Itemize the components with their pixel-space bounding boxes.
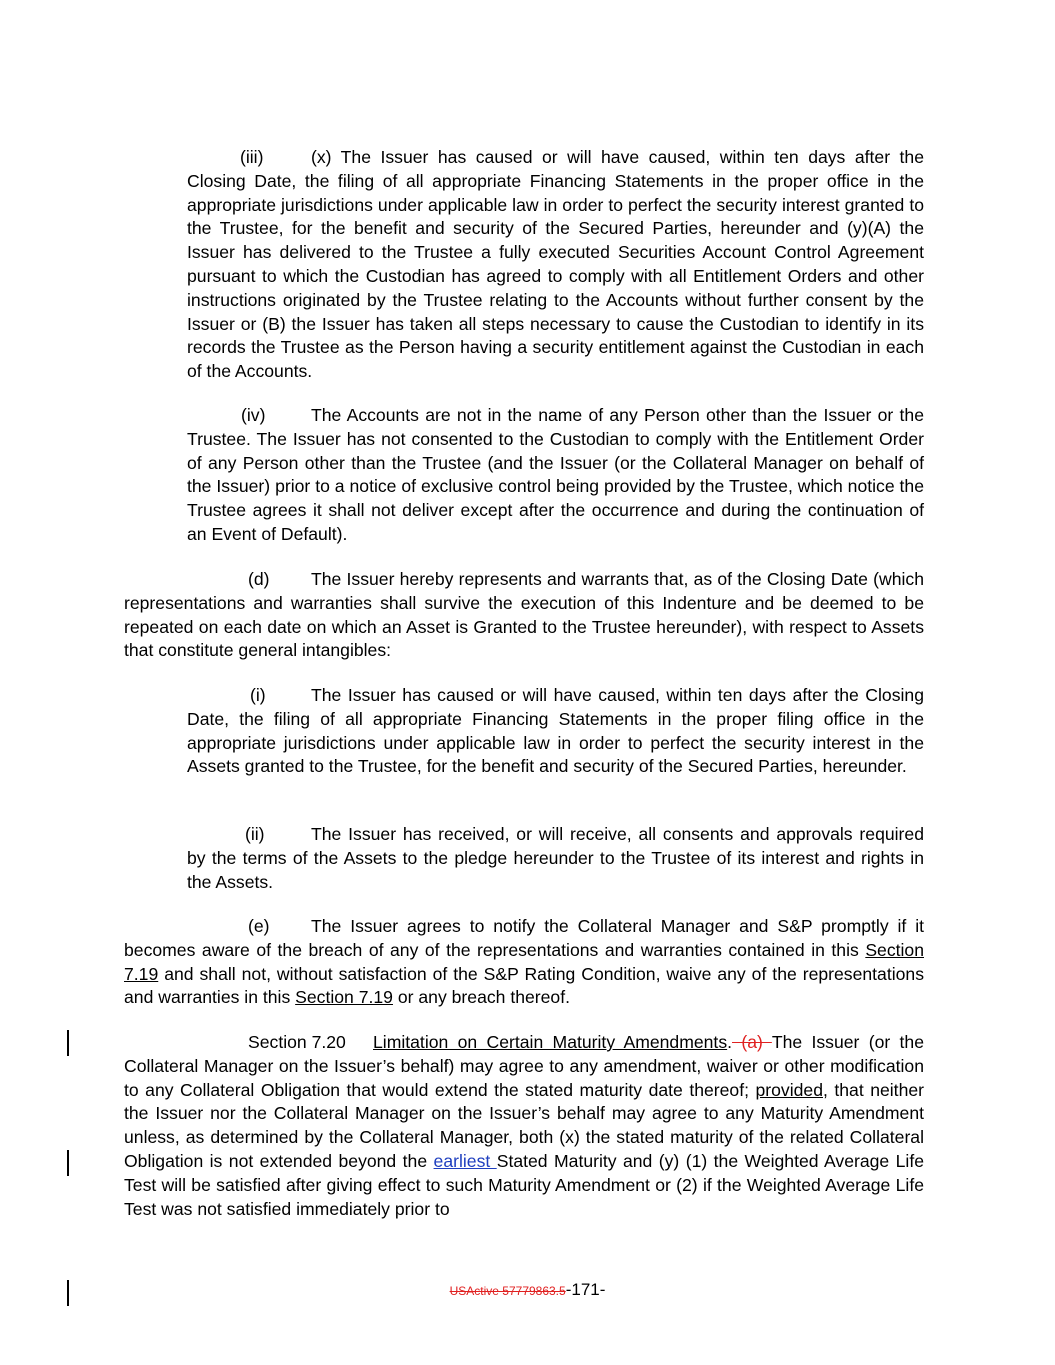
paragraph-label: (iii) — [240, 147, 264, 167]
page-footer — [0, 1280, 1055, 1300]
paragraph-c-iii — [187, 146, 924, 384]
paragraph-text: and shall not, without satisfaction of the S&P Rating Condition, waive any of the representations and warranties in this — [124, 963, 924, 1008]
paragraph-text: The Accounts are not in the name of any Person other than the Issuer or the Trustee. The Issuer has not consented to the Custodian to comply with the Entitlement Order of any Person other than the Trustee (and the Issuer (or the Collateral Manager on behalf of the Issuer) prior to a notice of exclusive control being provided by the Trustee, which notice the Trustee agrees it shall not deliver except after the occurrence and during the continuation of an Event of Default). — [187, 405, 924, 544]
paragraph-text: Stated Maturity and (y) (1) the Weighted Average Life Test will be satisfied after giving effect to such Maturity Amendment or (2) if the Weighted Average Life Test was not satisfied immediately prior to — [124, 1150, 925, 1219]
paragraph-label: (ii) — [245, 824, 265, 844]
paragraph-text: The Issuer has received, or will receive, all consents and approvals required by the terms of the Assets to the pledge hereunder to the Trustee of its interest and rights in the Assets. — [187, 824, 924, 892]
section-heading: Limitation on Certain Maturity Amendments — [373, 1032, 728, 1052]
paragraph-label: (iv) — [241, 405, 266, 425]
change-bar — [67, 1030, 69, 1056]
paragraph-d-ii — [187, 823, 924, 894]
paragraph-text: (x) The Issuer has caused or will have caused, within ten days after the Closing Date, the filing of all appropriate Financing Statements in the proper office in the appropriate jurisdictions under applicable law in order to perfect the security interest granted to the Trustee, for the benefit and security of the Secured Parties, hereunder and (y)(A) the Issuer has delivered to the Trustee a fully executed Securities Account Control Agreement pursuant to which the Custodian has agreed to comply with all Entitlement Orders and other instructions originated by the Trustee relating to the Accounts without further consent by the Issuer or (B) the Issuer has taken all steps necessary to cause the Custodian to identify in its records the Trustee as the Person having a security entitlement against the Custodian in each of the Accounts. — [187, 147, 924, 382]
section-number: Section 7.20 — [248, 1032, 346, 1052]
inserted-text: earliest — [433, 1150, 497, 1171]
paragraph-text: The Issuer has caused or will have caused, within ten days after the Closing Date, the filing of all appropriate Financing Statements in the proper filing office in the appropriate jurisdictions under applicable law in order to perfect the security interest in the Assets granted to the Trustee, for the benefit and security of the Secured Parties, hereunder. — [187, 685, 924, 777]
paragraph-label: (d) — [248, 569, 270, 589]
paragraph-label: (e) — [248, 916, 270, 936]
section-7-20 — [124, 1031, 924, 1221]
heading-period: . — [727, 1032, 733, 1052]
paragraph-text: The Issuer (or the Collateral Manager on the Issuer’s behalf) may agree to any amendment, waiver or other modification to any Collateral Obligation that would extend the stated maturity date thereof; — [124, 1032, 924, 1100]
page-number: -171- — [565, 1280, 606, 1299]
paragraph-text: or any breach thereof. — [392, 987, 570, 1008]
document-id: USActive 57779863.5 — [449, 1284, 566, 1298]
provided-term: provided — [755, 1079, 823, 1100]
paragraph-label: (i) — [250, 685, 266, 705]
paragraph-d-i — [187, 684, 924, 779]
paragraph-e — [124, 915, 924, 1010]
deleted-text: (a) — [732, 1032, 772, 1052]
paragraph-c-iv — [187, 404, 924, 547]
paragraph-text: The Issuer hereby represents and warrants that, as of the Closing Date (which representations and warranties shall survive the execution of this Indenture and be deemed to be repeated on each date on which an Asset is Granted to the Trustee hereunder), with respect to Assets that constitute general intangibles: — [124, 569, 924, 661]
paragraph-text: The Issuer agrees to notify the Collateral Manager and S&P promptly if it becomes aware of the breach of any of the representations and warranties contained in this — [124, 916, 924, 960]
section-reference-link[interactable]: Section 7.19 — [295, 987, 393, 1008]
section-reference-link[interactable]: Section 7.19 — [124, 939, 924, 984]
paragraph-text: , that neither the Issuer nor the Collateral Manager on the Issuer’s behalf may agree to any Maturity Amendment unless, as determined by the Collateral Manager, both (x) the stated maturity of the related Collateral Obligation is not extended beyond the — [124, 1079, 924, 1171]
paragraph-d — [124, 568, 924, 663]
change-bar — [67, 1150, 69, 1176]
